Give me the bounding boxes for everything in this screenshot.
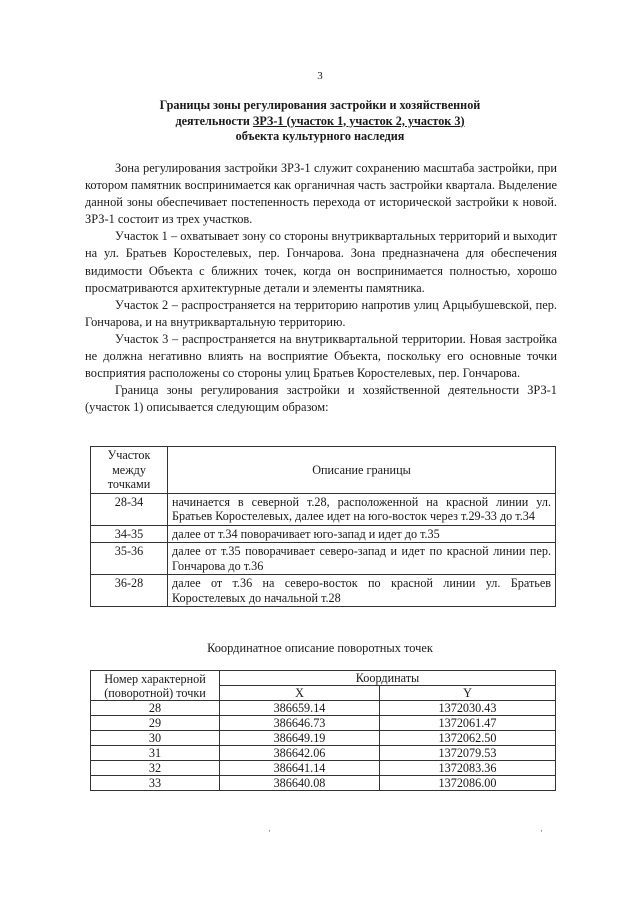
- header-description: Описание границы: [168, 447, 556, 494]
- paragraph: Участок 1 – охватывает зону со стороны внутриквартальных территорий и выходит на ул. Братьев Коростелевых, пер. Гончарова. Зона предназначена для обеспечения видимости Объекта с ближних точек, когда он воспринимается полностью, хорошо просматриваются архитектурные детали и элементы памятника.: [85, 229, 557, 295]
- segment-cell: 35-36: [91, 543, 168, 575]
- table-row: [91, 731, 556, 746]
- header-point: Номер характерной (поворотной) точки: [91, 671, 220, 701]
- table-row: [91, 493, 556, 525]
- point-cell: 32: [91, 761, 220, 776]
- heading-line-1: Границы зоны регулирования застройки и хозяйственной: [159, 98, 481, 112]
- point-cell: 30: [91, 731, 220, 746]
- segment-cell: 28-34: [91, 493, 168, 525]
- table-row: [91, 761, 556, 776]
- paragraph: Участок 2 – распространяется на территорию напротив улиц Арцыбушевской, пер. Гончарова, и на внутриквартальную территорию.: [85, 297, 557, 329]
- y-cell: 1372083.36: [379, 761, 555, 776]
- description-cell: далее от т.34 поворачивает юго-запад и идет до т.35: [168, 525, 556, 543]
- heading-line-3: объекта культурного наследия: [235, 129, 405, 143]
- point-cell: 31: [91, 746, 220, 761]
- coords-table: [90, 670, 556, 791]
- description-cell: начинается в северной т.28, расположенной на красной линии ул. Братьев Коростелевых, далее идет на юго-восток через т.29-33 до т.34: [168, 493, 556, 525]
- y-cell: 1372062.50: [379, 731, 555, 746]
- y-cell: 1372086.00: [379, 776, 555, 791]
- paragraph: Участок 3 – распространяется на внутриквартальной территории. Новая застройка не должна негативно влиять на восприятие Объекта, поскольку его основные точки восприятия расположены со стороны улиц Братьев Коростелевых, пер. Гончарова.: [85, 331, 557, 381]
- page-number: 3: [317, 70, 323, 82]
- table-row: [91, 776, 556, 791]
- header-coords: Координаты: [220, 671, 556, 686]
- x-cell: 386649.19: [220, 731, 380, 746]
- description-cell: далее от т.36 на северо-восток по красной линии ул. Братьев Коростелевых до начальной т.28: [168, 575, 556, 607]
- table-row: [91, 543, 556, 575]
- x-cell: 386659.14: [220, 701, 380, 716]
- table-row: [91, 575, 556, 607]
- description-cell: далее от т.35 поворачивает северо-запад и идет по красной линии пер. Гончарова до т.36: [168, 543, 556, 575]
- document-heading: [110, 98, 530, 145]
- segment-cell: 36-28: [91, 575, 168, 607]
- coords-caption: Координатное описание поворотных точек: [207, 641, 433, 655]
- heading-line-2-prefix: деятельности: [175, 113, 253, 128]
- y-cell: 1372079.53: [379, 746, 555, 761]
- y-cell: 1372030.43: [379, 701, 555, 716]
- point-cell: 33: [91, 776, 220, 791]
- table-row: [91, 746, 556, 761]
- y-cell: 1372061.47: [379, 716, 555, 731]
- boundary-table: [90, 446, 556, 607]
- segment-cell: 34-35: [91, 525, 168, 543]
- coords-header-row-1: [91, 671, 556, 686]
- heading-zone-name: ЗРЗ-1 (участок 1, участок 2, участок 3): [252, 113, 465, 128]
- body-text: [85, 160, 557, 416]
- point-cell: 28: [91, 701, 220, 716]
- header-y: Y: [379, 686, 555, 701]
- table-row: [91, 701, 556, 716]
- point-cell: 29: [91, 716, 220, 731]
- x-cell: 386642.06: [220, 746, 380, 761]
- table-row: [91, 525, 556, 543]
- table-row: [91, 716, 556, 731]
- scan-speck: ·: [268, 826, 271, 836]
- scan-speck: ·: [540, 826, 543, 836]
- header-x: X: [220, 686, 380, 701]
- paragraph: Граница зоны регулирования застройки и хозяйственной деятельности ЗРЗ-1 (участок 1) описывается следующим образом:: [85, 383, 557, 415]
- paragraph: Зона регулирования застройки ЗРЗ-1 служит сохранению масштаба застройки, при котором памятник воспринимается как органичная часть застройки квартала. Выделение данной зоны обеспечивает постепенность перехода от исторической застройки к новой. ЗРЗ-1 состоит из трех участков.: [85, 161, 557, 227]
- x-cell: 386641.14: [220, 761, 380, 776]
- x-cell: 386646.73: [220, 716, 380, 731]
- header-segment: Участок между точками: [91, 447, 168, 494]
- boundary-table-header: [91, 447, 556, 494]
- x-cell: 386640.08: [220, 776, 380, 791]
- heading-line-2: [110, 114, 530, 130]
